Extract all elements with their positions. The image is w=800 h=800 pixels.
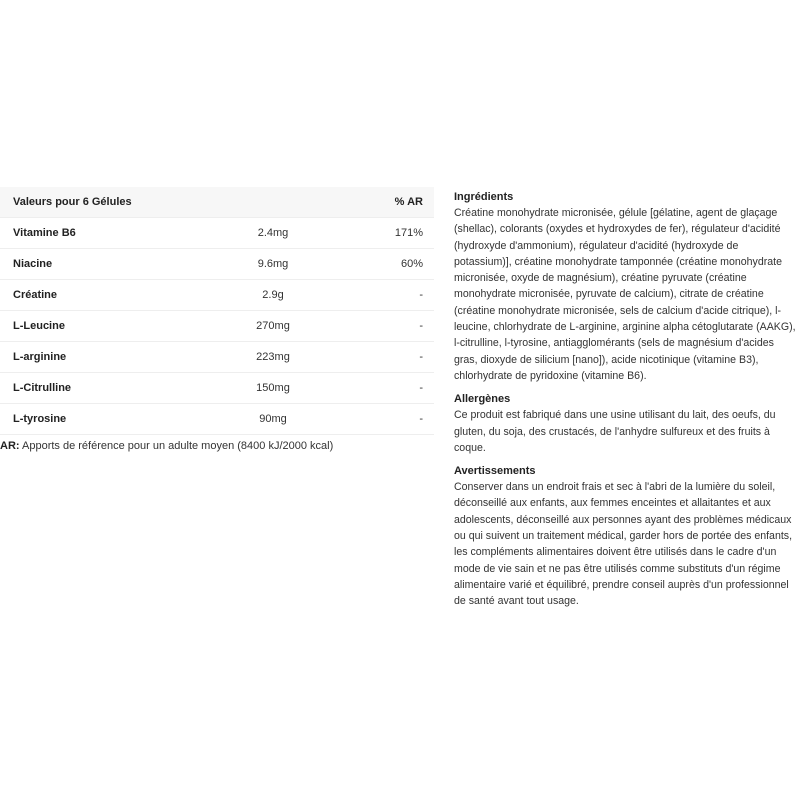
nutrient-amount: 2.9g <box>213 280 333 311</box>
nutrition-table-container <box>0 187 434 435</box>
table-row <box>0 342 434 373</box>
nutrient-ar: 60% <box>333 249 434 280</box>
warnings-title: Avertissements <box>454 465 536 478</box>
product-info-column <box>454 189 798 617</box>
nutrient-ar: - <box>333 373 434 404</box>
table-row <box>0 311 434 342</box>
nutrition-table <box>0 187 434 435</box>
nutrient-amount: 223mg <box>213 342 333 373</box>
allergens-text: Ce produit est fabriqué dans une usine utilisant du lait, des oeufs, du gluten, du soja, des crustacés, de l'anhydre sulfureux et des fruits à coque. <box>454 409 776 454</box>
table-header-row <box>0 187 434 218</box>
nutrient-ar: 171% <box>333 218 434 249</box>
nutrient-amount: 9.6mg <box>213 249 333 280</box>
nutrient-name: L-tyrosine <box>0 404 213 435</box>
nutrient-name: Vitamine B6 <box>0 218 213 249</box>
nutrient-name: L-Citrulline <box>0 373 213 404</box>
nutrient-amount: 270mg <box>213 311 333 342</box>
table-row <box>0 280 434 311</box>
values-header: Valeurs pour 6 Gélules <box>0 187 333 218</box>
ar-footnote <box>0 440 333 452</box>
nutrient-amount: 150mg <box>213 373 333 404</box>
nutrient-name: Créatine <box>0 280 213 311</box>
footnote-label: AR: <box>0 440 20 452</box>
nutrient-name: L-arginine <box>0 342 213 373</box>
footnote-text: Apports de référence pour un adulte moyen (8400 kJ/2000 kcal) <box>19 440 334 452</box>
table-row <box>0 218 434 249</box>
ingredients-text: Créatine monohydrate micronisée, gélule [gélatine, agent de glaçage (shellac), colorants (oxydes et hydroxydes de fer), régulateur d'acidité (hydroxyde d'ammonium), régulateur d'acidité (hydroxyde de potassium)], créatine monohydrate tamponnée (créatine monohydrate micronisée, oxyde de magnésium), créatine pyruvate (créatine monohydrate micronisée, pyruvate de calcium), citrate de créatine (créatine monohydrate micronisée, sels de calcium d'acide citrique), l-leucine, chlorhydrate de L-arginine, arginine alpha cétoglutarate (AAKG), l-citrulline, l-tyrosine, antiagglomérants (sels de magnésium d'acides gras, dioxyde de silicium [nano]), acide nicotinique (vitamine B3), chlorhydrate de pyridoxine (vitamine B6). <box>454 207 796 382</box>
nutrient-ar: - <box>333 311 434 342</box>
nutrient-ar: - <box>333 404 434 435</box>
ar-header: % AR <box>333 187 434 218</box>
nutrient-name: Niacine <box>0 249 213 280</box>
nutrient-name: L-Leucine <box>0 311 213 342</box>
table-row <box>0 373 434 404</box>
allergens-title: Allergènes <box>454 393 511 406</box>
nutrient-amount: 2.4mg <box>213 218 333 249</box>
table-row <box>0 404 434 435</box>
nutrient-ar: - <box>333 280 434 311</box>
nutrient-ar: - <box>333 342 434 373</box>
table-row <box>0 249 434 280</box>
nutrient-amount: 90mg <box>213 404 333 435</box>
warnings-text: Conserver dans un endroit frais et sec à l'abri de la lumière du soleil, déconseillé aux enfants, aux femmes enceintes et allaitantes et aux adolescents, déconseillé aux personnes ayant des problèmes médicaux ou qui suivent un traitement médical, garder hors de portée des enfants, les compléments alimentaires doivent être utilisés dans le cadre d'un mode de vie sain et ne pas être utilisés comme substituts d'un régime alimentaire varié et équilibré, prendre conseil auprès d'un professionnel de santé avant tout usage. <box>454 481 793 608</box>
ingredients-title: Ingrédients <box>454 191 514 203</box>
